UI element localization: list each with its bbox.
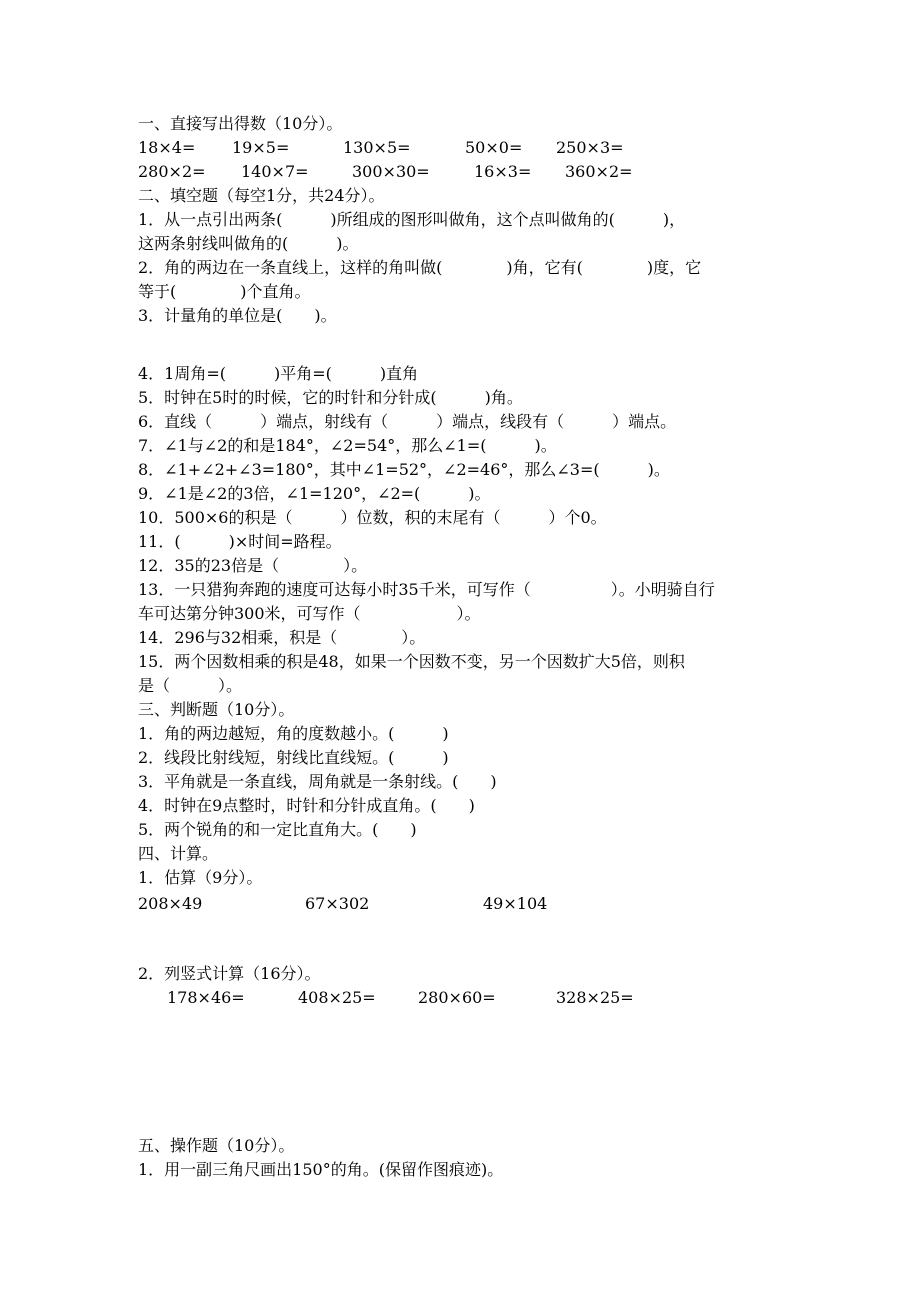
oral-calc-item: 18×4= xyxy=(138,138,196,157)
estimate-item: 49×104 xyxy=(483,894,548,913)
fill-question-line: 等于( )个直角。 xyxy=(138,282,311,301)
section-2-heading: 二、填空题（每空1分，共24分）。 xyxy=(138,186,385,205)
vertical-calc-item: 408×25= xyxy=(298,988,376,1007)
judge-question: 5．两个锐角的和一定比直角大。( ) xyxy=(138,820,417,839)
oral-calc-item: 300×30= xyxy=(352,162,430,181)
fill-question-line: 车可达第分钟300米，可写作（ ）。 xyxy=(138,604,481,623)
fill-question-line: 15．两个因数相乘的积是48，如果一个因数不变，另一个因数扩大5倍，则积 xyxy=(138,652,685,671)
estimate-subheading: 1．估算（9分）。 xyxy=(138,868,263,887)
estimate-item: 67×302 xyxy=(305,894,370,913)
estimate-item: 208×49 xyxy=(138,894,203,913)
vertical-calc-item: 178×46= xyxy=(167,988,245,1007)
section-4-heading: 四、计算。 xyxy=(138,844,219,863)
vertical-calc-item: 328×25= xyxy=(556,988,634,1007)
fill-question-line: 12．35的23倍是（ ）。 xyxy=(138,556,368,575)
fill-question-line: 10．500×6的积是（ ）位数，积的末尾有（ ）个0。 xyxy=(138,508,607,527)
judge-question: 2．线段比射线短，射线比直线短。( ) xyxy=(138,748,449,767)
fill-question-line: 13．一只猎狗奔跑的速度可达每小时35千米，可写作（ ）。小明骑自行 xyxy=(138,580,715,599)
fill-question-line: 8．∠1+∠2+∠3=180°，其中∠1=52°，∠2=46°，那么∠3=( )。 xyxy=(138,460,670,479)
vertical-calc-subheading: 2．列竖式计算（16分）。 xyxy=(138,964,321,983)
judge-question: 3．平角就是一条直线，周角就是一条射线。( ) xyxy=(138,772,497,791)
operation-question: 1．用一副三角尺画出150°的角。(保留作图痕迹)。 xyxy=(138,1160,504,1179)
fill-question-line: 是（ ）。 xyxy=(138,676,243,695)
section-5-heading: 五、操作题（10分）。 xyxy=(138,1136,295,1155)
oral-calc-item: 280×2= xyxy=(138,162,206,181)
fill-question-line: 7．∠1与∠2的和是184°，∠2=54°，那么∠1=( )。 xyxy=(138,436,557,455)
oral-calc-item: 19×5= xyxy=(232,138,290,157)
fill-question-line: 4．1周角=( )平角=( )直角 xyxy=(138,364,419,383)
fill-question-line: 14．296与32相乘，积是（ ）。 xyxy=(138,628,426,647)
oral-calc-item: 250×3= xyxy=(556,138,624,157)
judge-question: 1．角的两边越短，角的度数越小。( ) xyxy=(138,724,449,743)
oral-calc-item: 16×3= xyxy=(474,162,532,181)
section-1-heading: 一、直接写出得数（10分）。 xyxy=(138,114,343,133)
judge-question: 4．时钟在9点整时，时针和分针成直角。( ) xyxy=(138,796,475,815)
fill-question-line: 1．从一点引出两条( )所组成的图形叫做角，这个点叫做角的( )， xyxy=(138,210,686,229)
fill-question-line: 11．( )×时间=路程。 xyxy=(138,532,342,551)
vertical-calc-item: 280×60= xyxy=(418,988,496,1007)
fill-question-line: 9．∠1是∠2的3倍，∠1=120°，∠2=( )。 xyxy=(138,484,491,503)
fill-question-line: 2．角的两边在一条直线上，这样的角叫做( )角，它有( )度，它 xyxy=(138,258,702,277)
fill-question-line: 这两条射线叫做角的( )。 xyxy=(138,234,359,253)
section-3-heading: 三、判断题（10分）。 xyxy=(138,700,295,719)
fill-question-line: 3．计量角的单位是( )。 xyxy=(138,306,337,325)
oral-calc-item: 140×7= xyxy=(241,162,309,181)
oral-calc-item: 130×5= xyxy=(343,138,411,157)
oral-calc-item: 360×2= xyxy=(565,162,633,181)
fill-question-line: 5．时钟在5时的时候，它的时针和分针成( )角。 xyxy=(138,388,523,407)
oral-calc-item: 50×0= xyxy=(465,138,523,157)
fill-question-line: 6．直线（ ）端点，射线有（ ）端点，线段有（ ）端点。 xyxy=(138,412,677,431)
